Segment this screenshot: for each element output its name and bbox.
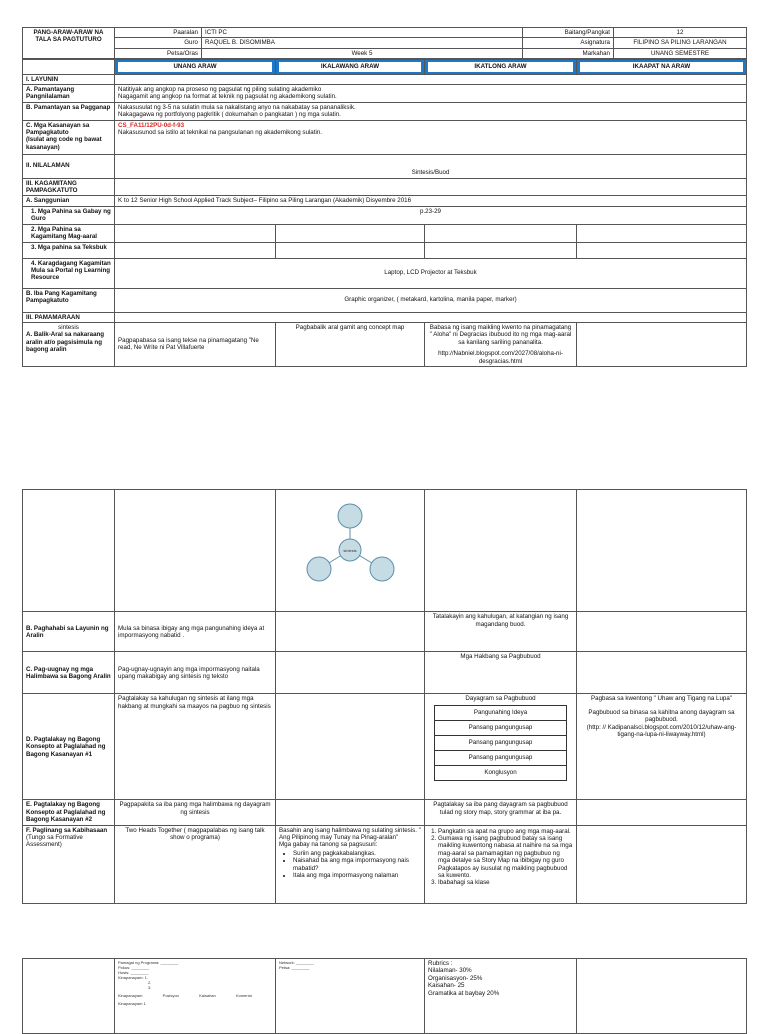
layunin-heading: I. LAYUNIN bbox=[23, 74, 115, 84]
concept-node-left bbox=[307, 557, 331, 581]
petsa-label: Petsa/Oras bbox=[115, 48, 202, 58]
gabay-guro-label: 1. Mga Pahina sa Gabay ng Guro bbox=[23, 206, 115, 224]
concept-node-right bbox=[370, 557, 394, 581]
pagtalakay-2-day-1: Pagpapakita sa iba pang mga halimbawa ng dayagram ng sintesis bbox=[115, 800, 276, 825]
sanggunian-text: K to 12 Senior High School Applied Track Subject– Filipino sa Piling Larangan (Akademik) Disyembre 2016 bbox=[115, 196, 747, 206]
log-title: PANG-ARAW-ARAW NA TALA SA PAGTUTURO bbox=[23, 28, 115, 59]
pamamaraan-table bbox=[22, 489, 747, 904]
mini-form-cell bbox=[115, 959, 276, 1034]
pag-uugnay-label: C. Pag-uugnay ng mga Halimbawa sa Bagong Aralin bbox=[23, 652, 115, 694]
pagtalakay-1-label: D. Pagtalakay ng Bagong Konsepto at Paglalahad ng Bagong Kasanayan #1 bbox=[23, 694, 115, 800]
balik-aral-day-3: Babasa ng isang maikling kwento na pinamagatang " Aloha" ni Degracias ibubuod ito ng mga mag-aaral sa kanilang sariling pananalita. http://Nabniel.blogspot.com/2027/08/aloha-ni-desgracias.html bbox=[425, 322, 577, 366]
pagtalakay-1-day-4: Pagbasa sa kwentong " Uhaw ang Tigang na Lupa" Pagbubuod sa binasa sa kahitna anong dayagram sa pagbubuod. (http: // Kadipanalsci.blogspot.com/2010/12/uhaw-ang-tigang-na-lupa-ni-liwayway.html) bbox=[577, 694, 747, 800]
pagtalakay-2-label: E. Pagtalakay ng Bagong Konsepto at Paglalahad ng Bagong Kasanayan #2 bbox=[23, 800, 115, 825]
guide-questions-list bbox=[293, 850, 421, 880]
markahan-value: UNANG SEMESTRE bbox=[614, 48, 747, 58]
paglinang-day-2: Basahin ang isang halimbawa ng sulating sintesis. " Ang Pilipinong may Tunay na Pinag-aralan" Mga gabay na tanong sa pagsusuri: • Suriin ang pagkakabalangkas. • Naisahad ba ang mga impormasyong nais mabatid? • Itala ang mga impormasyong nalaman bbox=[276, 825, 425, 903]
day-3-header: IKATLONG ARAW bbox=[425, 60, 577, 74]
pamantayang-pangnilalaman-text: Natitiyak ang angkop na proseso ng pagsulat ng piling sulating akademiko Nagagamit ang angkop na format at teknik ng pagsulat ng akademikong sulatin. bbox=[115, 85, 747, 103]
concept-map bbox=[276, 490, 421, 609]
nilalaman-text: Sintesis/Buod bbox=[115, 154, 747, 178]
pag-uugnay-day-3: Mga Hakbang sa Pagbubuod bbox=[425, 652, 577, 694]
main-table bbox=[22, 59, 747, 367]
concept-map-cell bbox=[276, 490, 425, 612]
activity-step: 3. Ibabahagi sa klase bbox=[438, 879, 573, 886]
asignatura-value: FILIPINO SA PILING LARANGAN bbox=[614, 38, 747, 48]
activity-step: 1. Pangkatin sa apat na grupo ang mga mag-aaral. bbox=[438, 828, 573, 835]
rubric-item: Kaisahan- 25 bbox=[428, 982, 465, 990]
baitang-value: 12 bbox=[614, 28, 747, 38]
pamantayan-pagganap-text: Nakasusulat ng 3-5 na sulatin mula sa nakalistang anyo na nakabatay sa pananaliksik. Nakagagawa ng portfolyong pagkritik ( dokumahan o pangkatan ) ng mga sulatin. bbox=[115, 102, 747, 120]
lesson-log-sheet-1 bbox=[22, 27, 746, 367]
paaralan-value: ICTI PC bbox=[202, 28, 523, 38]
paglinang-day-1: Two Heads Together ( magpapalabas ng isang talk show o programa) bbox=[115, 825, 276, 903]
balik-aral-day-2: Pagbabalik aral gamit ang concept map bbox=[276, 322, 425, 366]
pagtalakay-1-day-3 bbox=[425, 694, 577, 800]
paghahabi-day-1: Mula sa binasa ibigay ang mga pangunahing ideya at impormasyong nabatid . bbox=[115, 612, 276, 652]
pag-uugnay-day-1: Pag-ugnay-ugnayin ang mga impormasyong naitala upang makabigay ang sintesis ng teksto bbox=[115, 652, 276, 694]
pamantayan-pagganap-label: B. Pamantayan sa Pagganap bbox=[23, 102, 115, 120]
rubrics-title: Rubrics : bbox=[428, 960, 453, 967]
balik-aral-label: sintesis A. Balik-Aral sa nakaraang aralin at/o pagsisimula ng bagong aralin bbox=[23, 322, 115, 366]
balik-aral-day-1: Pagpapabasa sa isang tekse na pinamagatang "Ne read, Ne Write ni Pat Villafuerte bbox=[115, 322, 276, 366]
guro-value: RAQUEL B. DISOMIMBA bbox=[202, 38, 523, 48]
dayagram-title: Dayagram sa Pagbubuod bbox=[465, 695, 536, 703]
rubrics-cell bbox=[425, 959, 577, 1034]
paghahabi-day-3: Tatalakayin ang kahulugan, at katangian ng isang magandang buod. bbox=[425, 612, 577, 652]
gabay-guro-text: p.23-29 bbox=[115, 206, 747, 224]
portal-label: 4. Karagdagang Kagamitan Mula sa Portal ng Learning Resource bbox=[23, 258, 115, 288]
guide-question: • Suriin ang pagkakabalangkas. bbox=[293, 850, 421, 857]
guide-question: • Naisahad ba ang mga impormasyong nais mabatid? bbox=[293, 857, 421, 872]
nilalaman-heading: II. NILALAMAN bbox=[23, 154, 115, 178]
lesson-log-sheet-2 bbox=[22, 489, 746, 904]
paaralan-label: Paaralan bbox=[115, 28, 202, 38]
kagamitan-heading: III. KAGAMITANG PAMPAGKATUTO bbox=[23, 178, 115, 196]
portal-text: Laptop, LCD Projector at Teksbuk bbox=[115, 258, 747, 288]
mini-form: Pamagat ng Programa: ________ Pokus: ________ Hosts: ________ Kinapanayam: 1. 2. 3. Kinapanayam Posisyon Kaisahan Komento Kinapanayam 1 bbox=[118, 960, 252, 1006]
dayagram-box: Pansang pangungusap bbox=[435, 751, 566, 766]
activity-steps-list bbox=[438, 828, 573, 887]
markahan-label: Markahan bbox=[523, 48, 614, 58]
rubric-item: Gramatika at baybay 20% bbox=[428, 989, 500, 997]
iba-pang-kagamitan-text: Graphic organizer, ( metakard, kartolina, manila paper, marker) bbox=[115, 288, 747, 312]
activity-step: 2. Gumawa ng isang pagbubuod batay sa isang maikling kuwentong nabasa at naihire na sa mga mag-aaral sa pamamagitan ng pagbubuo ng mga detalye sa Story Map na ibibigay ng guro Pagkatapos ay isusulat ng maikling pagbubuod sa kuwento. bbox=[438, 835, 573, 879]
header-table bbox=[22, 27, 747, 59]
baitang-label: Baitang/Pangkat bbox=[523, 28, 614, 38]
pamantayang-pangnilalaman-label: A. Pamantayang Pangnilalaman bbox=[23, 85, 115, 103]
rubrics-table bbox=[22, 958, 747, 1034]
kagamitang-mag-aaral-label: 2. Mga Pahina sa Kagamitang Mag-aaral bbox=[23, 224, 115, 242]
paghahabi-label: B. Paghahabi sa Layunin ng Aralin bbox=[23, 612, 115, 652]
day-4-header: IKAAPAT NA ARAW bbox=[577, 60, 747, 74]
dayagram-box: Pangunahing Ideya bbox=[435, 706, 566, 721]
concept-node-top bbox=[338, 504, 362, 528]
pagtalakay-1-day-1: Pagtalakay sa kahulugan ng sintesis at ilang mga hakbang at mungkahi sa maayos na pagbuo ng sintesis bbox=[115, 694, 276, 800]
paglinang-label: F. Paglinang sa Kabihasaan (Tungo sa Formative Assessment) bbox=[23, 825, 115, 903]
dayagram-box: Pansang pangungusap bbox=[435, 721, 566, 736]
week-value: Week 5 bbox=[202, 48, 523, 58]
iba-pang-kagamitan-label: B. Iba Pang Kagamitang Pampagkatuto bbox=[23, 288, 115, 312]
mini-form-cell-right: Network: ________ Petsa: ________ bbox=[276, 959, 425, 1034]
kasanayan-text: CS_FA11/12PU-0d-f-93 Nakasusunod sa istilo at teknikal na pangsulanan ng akademikong sulatin. bbox=[115, 120, 747, 154]
guide-question: • Itala ang mga impormasyong nalaman bbox=[293, 872, 421, 879]
sanggunian-label: A. Sanggunian bbox=[23, 196, 115, 206]
dayagram-box: Konglusyon bbox=[484, 768, 517, 776]
rubric-item: Organisasyon- 25% bbox=[428, 974, 483, 982]
kasanayan-label: C. Mga Kasanayan sa Pampagkatuto (Isulat ang code ng bawat kasanayan) bbox=[23, 120, 115, 154]
day-2-header: IKALAWANG ARAW bbox=[276, 60, 425, 74]
dayagram-box: Pansang pangungusap bbox=[435, 736, 566, 751]
guro-label: Guro bbox=[115, 38, 202, 48]
lesson-log-sheet-3 bbox=[22, 958, 746, 1034]
asignatura-label: Asignatura bbox=[523, 38, 614, 48]
day-1-header: UNANG ARAW bbox=[115, 60, 276, 74]
pagtalakay-2-day-3: Pagtalakay sa iba pang dayagram sa pagbubuod tulad ng story map, story grammar at iba pa. bbox=[425, 800, 577, 825]
dayagram-boxes bbox=[434, 705, 567, 781]
pamamaraan-heading: III. PAMAMARAAN bbox=[23, 312, 115, 322]
teksbuk-label: 3. Mga pahina sa Teksbuk bbox=[23, 242, 115, 258]
paglinang-day-3 bbox=[425, 825, 577, 903]
rubric-item: Nilalaman- 30% bbox=[428, 967, 472, 975]
concept-center-label: sintesis bbox=[343, 548, 357, 553]
